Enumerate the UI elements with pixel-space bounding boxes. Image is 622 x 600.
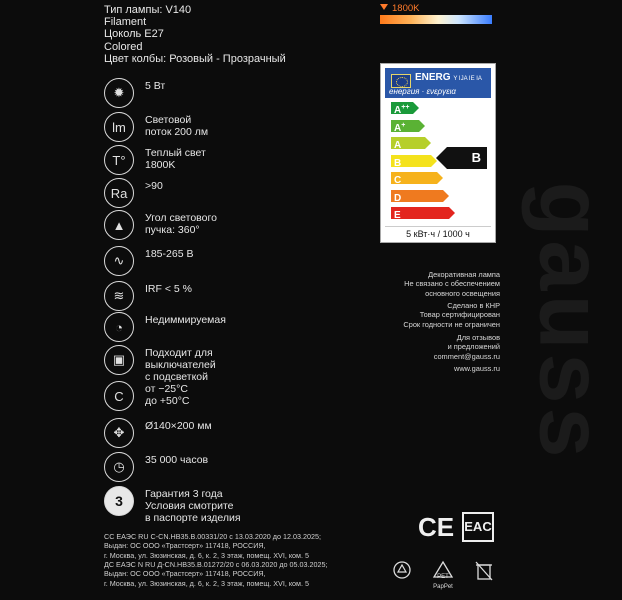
feature-line: до +50°С <box>145 395 190 407</box>
feature-item <box>104 486 364 526</box>
feature-text <box>145 180 163 192</box>
website: www.gauss.ru <box>453 364 500 373</box>
beam-angle-icon: ▲ <box>104 210 134 240</box>
info-line: и предложений <box>447 342 500 352</box>
feature-text <box>145 147 206 171</box>
feature-line: Угол светового <box>145 212 217 224</box>
eu-flag-icon <box>391 74 411 88</box>
cert-line: СС ЕАЭС RU C-CN.НВ35.В.00331/20 с 13.03.2020 до 12.03.2025; <box>104 532 321 541</box>
header-line: Цоколь E27 <box>104 28 164 41</box>
feature-item <box>104 345 364 385</box>
eac-mark: EAC <box>462 512 494 542</box>
color-temperature-value: 1800K <box>392 3 420 14</box>
trash-bin-icon <box>474 560 494 587</box>
feature-line: от −25°С <box>145 383 188 395</box>
header-line: Colored <box>104 40 143 53</box>
header-line: Filament <box>104 16 147 29</box>
backlit-switch-icon: ▣ <box>104 345 134 375</box>
brand-watermark: gauss <box>520 181 621 462</box>
feature-line: с подсветкой <box>145 371 209 383</box>
luminous-flux-icon: lm <box>104 112 134 142</box>
feature-text <box>145 454 208 466</box>
pet-label: PET <box>437 574 449 580</box>
feature-item <box>104 381 364 421</box>
energy-label-title: ENERG Y IJA IE IA <box>415 72 482 83</box>
energy-class-bar <box>391 155 431 167</box>
energy-class-badge: B <box>447 147 487 169</box>
energy-class-bar <box>391 190 443 202</box>
feature-line: выключателей <box>145 359 216 371</box>
feature-line: >90 <box>145 180 163 192</box>
feature-item <box>104 246 364 286</box>
energy-class-sup: + <box>401 121 406 129</box>
header-line: Цвет колбы: Розовый - Прозрачный <box>104 52 286 65</box>
cert-line: ДС ЕАЭС N RU Д-CN.НВ35.В.01272/20 с 06.03.2020 до 05.03.2025; <box>104 560 328 569</box>
feature-line: IRF < 5 % <box>145 283 192 295</box>
pointer-icon <box>380 4 388 10</box>
feature-text <box>145 488 241 524</box>
energy-class-letter: B <box>394 157 402 169</box>
feature-line: Гарантия 3 года <box>145 488 223 500</box>
energy-label-subtitle: енергия · ενεργεια <box>389 87 456 96</box>
energy-consumption: 5 кВт·ч / 1000 ч <box>385 226 491 239</box>
feature-line: в паспорте изделия <box>145 512 241 524</box>
feature-line: Ø140×200 мм <box>145 420 212 432</box>
feature-line: 1800K <box>145 159 176 171</box>
decorative-notice <box>388 270 500 298</box>
feature-line: поток 200 лм <box>145 126 209 138</box>
declaration-block <box>104 560 328 588</box>
info-line: Для отзывов <box>456 333 500 342</box>
info-line: основного освещения <box>425 288 500 298</box>
energy-label-header <box>385 68 491 98</box>
feature-line: 185-265 В <box>145 248 194 260</box>
feature-text <box>145 347 216 383</box>
feature-line: Недиммируемая <box>145 314 226 326</box>
origin-info <box>388 301 500 329</box>
feature-text <box>145 80 165 92</box>
energy-class-letter: A <box>394 122 402 134</box>
energy-class-letter: D <box>394 192 402 204</box>
energy-class-bar <box>391 120 419 132</box>
product-header <box>104 4 286 65</box>
color-temperature-label <box>380 3 419 14</box>
energy-class-letter: A <box>394 140 402 151</box>
feature-text <box>145 314 226 326</box>
power-icon: ✹ <box>104 78 134 108</box>
energy-class-letter: C <box>394 175 402 186</box>
info-line: Декоративная лампа <box>428 270 500 279</box>
ce-mark: CE <box>418 512 455 542</box>
energy-class-bar <box>391 172 437 184</box>
dimensions-icon: ✥ <box>104 418 134 448</box>
energy-label <box>380 63 496 243</box>
lifetime-clock-icon: ◷ <box>104 452 134 482</box>
warranty-icon: 3 <box>104 486 134 516</box>
temperature-range-icon: C <box>104 381 134 411</box>
temperature-gradient <box>380 15 492 24</box>
feature-line: Теплый свет <box>145 147 206 159</box>
cert-line: Выдан: ОС ООО «Трастсерт» 117418, РОССИЯ, <box>104 541 266 551</box>
energy-class-letter: E <box>394 210 401 221</box>
feature-text <box>145 248 193 260</box>
cert-line: г. Москва, ул. Зюзинская, д. 6, к. 2, 3 этаж, помещ. XVI, ком. 5 <box>104 550 309 560</box>
color-temperature-icon: T° <box>104 145 134 175</box>
energy-class-letter: A <box>394 105 402 116</box>
ripple-icon: ≋ <box>104 281 134 311</box>
feature-line: 5 Вт <box>145 80 166 92</box>
energy-class-bar <box>391 207 449 219</box>
pet-recycle-icon <box>432 560 454 590</box>
feature-line: Подходит для <box>145 347 213 359</box>
info-line: Не связано с обеспечением <box>404 279 500 289</box>
color-temperature-bar <box>380 3 492 25</box>
feature-text <box>145 114 208 138</box>
info-line: Товар сертифицирован <box>419 310 500 320</box>
feedback-info <box>388 333 500 361</box>
feature-text <box>145 283 192 295</box>
voltage-icon: ∿ <box>104 246 134 276</box>
feature-text <box>145 383 189 407</box>
cert-line: Выдан: ОС ООО «Трастсерт» 117418, РОССИЯ, <box>104 569 266 579</box>
feature-text <box>145 420 212 432</box>
pet-sublabel: PapPet <box>433 584 453 590</box>
feature-line: 35 000 часов <box>145 454 209 466</box>
energy-class-bar <box>391 137 425 149</box>
info-line: Срок годности не ограничен <box>403 319 500 329</box>
cri-icon: Ra <box>104 178 134 208</box>
info-line: Сделано в КНР <box>447 301 500 310</box>
non-dimmable-icon: ◔ <box>104 312 134 342</box>
recycle-icon <box>392 560 412 585</box>
energy-class-sup: ++ <box>401 104 410 111</box>
feature-text <box>145 212 217 236</box>
feature-line: Условия смотрите <box>145 500 234 512</box>
feedback-email: comment@gauss.ru <box>433 351 500 361</box>
feature-item <box>104 210 364 250</box>
feature-line: пучка: 360° <box>145 224 200 236</box>
cert-line: г. Москва, ул. Зюзинская, д. 6, к. 2, 3 этаж, помещ. XVI, ком. 5 <box>104 578 309 588</box>
feature-line: Световой <box>145 114 192 126</box>
certificate-block <box>104 532 321 560</box>
header-line: Тип лампы: V140 <box>104 4 192 16</box>
energy-class-bar <box>391 102 413 114</box>
